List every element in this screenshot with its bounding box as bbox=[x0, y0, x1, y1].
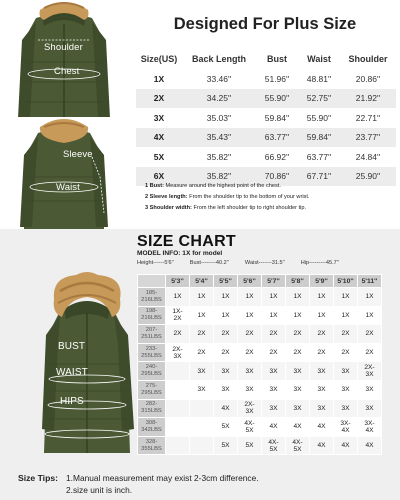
spec-row bbox=[136, 128, 396, 148]
measurement-notes bbox=[145, 181, 397, 214]
grid-empty-cell bbox=[190, 436, 214, 455]
grid-size-cell: 5X bbox=[214, 436, 238, 455]
spec-value-cell: 23.77'' bbox=[340, 128, 396, 148]
grid-row bbox=[138, 399, 382, 418]
grid-size-cell: 3X bbox=[358, 380, 382, 399]
grid-size-cell: 1X bbox=[214, 306, 238, 325]
grid-empty-cell bbox=[190, 399, 214, 418]
grid-size-cell: 1X bbox=[262, 288, 286, 307]
grid-row bbox=[138, 343, 382, 362]
size-tips-label: Size Tips: bbox=[18, 473, 58, 483]
grid-size-cell: 1X bbox=[286, 288, 310, 307]
grid-size-cell: 2X bbox=[334, 343, 358, 362]
grid-size-cell: 4X bbox=[262, 418, 286, 437]
grid-size-cell: 3X- 4X bbox=[334, 418, 358, 437]
grid-size-cell: 1X bbox=[238, 288, 262, 307]
grid-size-cell: 2X bbox=[286, 343, 310, 362]
grid-weight-header: 233- 255LBS bbox=[138, 343, 166, 362]
note-bust: 1 Bust: Measure around the highest point of the chest. bbox=[145, 183, 281, 189]
spec-value-cell: 70.86'' bbox=[256, 167, 298, 187]
grid-size-cell: 3X bbox=[262, 399, 286, 418]
spec-value-cell: 51.96'' bbox=[264, 73, 290, 84]
grid-size-cell: 5X bbox=[214, 418, 238, 437]
grid-height-header: 5'8'' bbox=[286, 275, 310, 288]
grid-weight-header: 282- 315LBS bbox=[138, 399, 166, 418]
grid-size-cell: 2X bbox=[334, 325, 358, 344]
grid-size-cell: 1X bbox=[190, 306, 214, 325]
grid-weight-header: 328- 355LBS bbox=[138, 436, 166, 455]
grid-size-cell: 3X bbox=[214, 380, 238, 399]
grid-size-cell: 4X bbox=[286, 418, 310, 437]
grid-size-cell: 3X bbox=[310, 362, 334, 381]
grid-size-cell: 3X bbox=[190, 380, 214, 399]
jacket-front-image bbox=[0, 0, 128, 118]
spec-value-cell: 66.92'' bbox=[264, 151, 290, 162]
grid-size-cell: 3X- 4X bbox=[358, 418, 382, 437]
grid-size-cell: 2X bbox=[262, 325, 286, 344]
spec-value-cell: 22.71'' bbox=[355, 112, 381, 123]
jacket-model-image bbox=[36, 269, 138, 454]
spec-value-cell: 25.90'' bbox=[340, 167, 396, 187]
grid-height-header: 5'5'' bbox=[214, 275, 238, 288]
grid-height-header: 5'3'' bbox=[166, 275, 190, 288]
grid-weight-header: 185- 216LBS bbox=[138, 288, 166, 307]
spec-value-cell: 35.82'' bbox=[206, 151, 232, 162]
model-height: Height------5'6'' bbox=[137, 260, 174, 266]
grid-weight-header: 240- 295LBS bbox=[138, 362, 166, 381]
size-chart-panel bbox=[0, 229, 400, 500]
grid-size-cell: 2X- 3X bbox=[238, 399, 262, 418]
spec-value-cell: 59.84'' bbox=[264, 112, 290, 123]
grid-row bbox=[138, 325, 382, 344]
grid-size-cell: 3X bbox=[190, 362, 214, 381]
spec-header-back-length: Back Length bbox=[191, 54, 246, 64]
grid-height-header: 5'7'' bbox=[262, 275, 286, 288]
grid-size-cell: 5X bbox=[238, 436, 262, 455]
grid-size-cell: 4X bbox=[214, 399, 238, 418]
spec-row bbox=[136, 147, 396, 167]
spec-value-cell: 20.86'' bbox=[355, 73, 381, 84]
grid-size-cell: 1X bbox=[358, 306, 382, 325]
spec-value-cell: 52.75'' bbox=[298, 89, 340, 109]
model-waist: Waist-------31.5'' bbox=[244, 260, 285, 266]
spec-size-cell: 2X bbox=[136, 89, 182, 109]
spec-value-cell: 35.82'' bbox=[182, 167, 256, 187]
grid-weight-header: 308- 342LBS bbox=[138, 418, 166, 437]
grid-size-cell: 3X bbox=[310, 399, 334, 418]
size-spec-table bbox=[136, 49, 396, 186]
grid-row bbox=[138, 288, 382, 307]
grid-size-cell: 1X- 2X bbox=[166, 306, 190, 325]
bust-label: BUST bbox=[58, 341, 86, 352]
grid-size-cell: 3X bbox=[310, 380, 334, 399]
size-tip-2: 2.size unit is inch. bbox=[66, 485, 133, 495]
waist-model-label: WAIST bbox=[56, 367, 88, 378]
grid-size-cell: 3X bbox=[238, 380, 262, 399]
grid-size-cell: 2X bbox=[310, 325, 334, 344]
grid-weight-header: 207- 251LBS bbox=[138, 325, 166, 344]
grid-size-cell: 4X- 5X bbox=[286, 436, 310, 455]
grid-size-cell: 1X bbox=[262, 306, 286, 325]
grid-height-header: 5'9'' bbox=[310, 275, 334, 288]
spec-size-cell: 1X bbox=[153, 73, 165, 84]
grid-size-cell: 3X bbox=[334, 399, 358, 418]
grid-size-cell: 2X- 3X bbox=[166, 343, 190, 362]
grid-row bbox=[138, 418, 382, 437]
hips-label: HIPS bbox=[60, 396, 84, 407]
grid-size-cell: 2X bbox=[238, 325, 262, 344]
grid-size-cell: 2X bbox=[358, 343, 382, 362]
grid-size-cell: 2X bbox=[358, 325, 382, 344]
grid-size-cell: 2X bbox=[214, 343, 238, 362]
grid-size-cell: 1X bbox=[334, 306, 358, 325]
spec-value-cell: 63.77'' bbox=[256, 128, 298, 148]
chest-label: Chest bbox=[54, 66, 80, 77]
grid-row bbox=[138, 380, 382, 399]
sleeve-label: Sleeve bbox=[63, 149, 93, 160]
grid-size-cell: 3X bbox=[286, 399, 310, 418]
grid-size-cell: 4X- 5X bbox=[238, 418, 262, 437]
grid-size-cell: 1X bbox=[334, 288, 358, 307]
spec-value-cell: 55.90'' bbox=[306, 112, 332, 123]
grid-size-cell: 3X bbox=[334, 362, 358, 381]
spec-header-bust: Bust bbox=[267, 54, 287, 64]
shoulder-label: Shoulder bbox=[44, 42, 83, 53]
note-shoulder: 3 Shoulder width: From the left shoulder tip to right shoulder tip. bbox=[145, 205, 307, 211]
jacket-back-image bbox=[0, 117, 128, 232]
grid-empty-cell bbox=[166, 418, 190, 437]
grid-height-header: 5'4'' bbox=[190, 275, 214, 288]
grid-size-cell: 4X- 5X bbox=[262, 436, 286, 455]
spec-row bbox=[136, 89, 396, 109]
grid-size-cell: 3X bbox=[334, 380, 358, 399]
grid-row bbox=[138, 436, 382, 455]
grid-height-header-row bbox=[138, 275, 382, 288]
grid-size-cell: 2X- 3X bbox=[358, 362, 382, 381]
plus-size-title: Designed For Plus Size bbox=[173, 15, 357, 33]
grid-size-cell: 1X bbox=[310, 288, 334, 307]
grid-size-cell: 4X bbox=[334, 436, 358, 455]
model-hip: Hip---------45.7'' bbox=[300, 260, 339, 266]
grid-size-cell: 2X bbox=[214, 325, 238, 344]
grid-size-cell: 3X bbox=[286, 362, 310, 381]
grid-size-cell: 2X bbox=[238, 343, 262, 362]
spec-value-cell: 21.92'' bbox=[340, 89, 396, 109]
size-tip-1: 1.Manual measurement may exist 2-3cm difference. bbox=[66, 473, 259, 483]
model-stats bbox=[137, 260, 397, 266]
grid-size-cell: 1X bbox=[214, 288, 238, 307]
height-weight-size-grid bbox=[137, 274, 382, 455]
grid-size-cell: 1X bbox=[310, 306, 334, 325]
spec-value-cell: 24.84'' bbox=[355, 151, 381, 162]
model-info: MODEL INFO: 1X for model bbox=[137, 250, 223, 257]
grid-size-cell: 1X bbox=[286, 306, 310, 325]
grid-size-cell: 4X bbox=[358, 436, 382, 455]
waist-label: Waist bbox=[56, 182, 80, 193]
grid-size-cell: 3X bbox=[262, 362, 286, 381]
grid-corner-cell bbox=[138, 275, 166, 288]
grid-row bbox=[138, 306, 382, 325]
spec-size-cell: 5X bbox=[153, 151, 165, 162]
grid-size-cell: 4X bbox=[310, 436, 334, 455]
grid-empty-cell bbox=[166, 362, 190, 381]
grid-size-cell: 3X bbox=[238, 362, 262, 381]
grid-height-header: 5'10'' bbox=[334, 275, 358, 288]
note-sleeve: 2 Sleeve length: From the shoulder tip to the bottom of your wrist. bbox=[145, 194, 310, 200]
spec-value-cell: 55.90'' bbox=[256, 89, 298, 109]
grid-size-cell: 3X bbox=[214, 362, 238, 381]
grid-size-cell: 1X bbox=[238, 306, 262, 325]
grid-size-cell: 2X bbox=[190, 343, 214, 362]
grid-size-cell: 2X bbox=[310, 343, 334, 362]
grid-size-cell: 2X bbox=[166, 325, 190, 344]
spec-value-cell: 35.03'' bbox=[206, 112, 232, 123]
grid-weight-header: 275- 295LBS bbox=[138, 380, 166, 399]
grid-size-cell: 3X bbox=[286, 380, 310, 399]
grid-empty-cell bbox=[190, 418, 214, 437]
spec-value-cell: 33.46'' bbox=[206, 73, 232, 84]
grid-row bbox=[138, 362, 382, 381]
grid-size-cell: 3X bbox=[358, 399, 382, 418]
spec-row bbox=[136, 69, 396, 89]
spec-value-cell: 63.77'' bbox=[306, 151, 332, 162]
size-chart-title: SIZE CHART bbox=[137, 233, 236, 250]
spec-size-cell: 4X bbox=[136, 128, 182, 148]
spec-value-cell: 35.43'' bbox=[182, 128, 256, 148]
grid-size-cell: 1X bbox=[190, 288, 214, 307]
grid-size-cell: 3X bbox=[262, 380, 286, 399]
grid-empty-cell bbox=[166, 436, 190, 455]
spec-header-shoulder: Shoulder bbox=[348, 54, 388, 64]
grid-weight-header: 198- 216LBS bbox=[138, 306, 166, 325]
grid-empty-cell bbox=[166, 380, 190, 399]
grid-height-header: 5'6'' bbox=[238, 275, 262, 288]
spec-header-waist: Waist bbox=[307, 54, 331, 64]
spec-value-cell: 67.71'' bbox=[298, 167, 340, 187]
grid-size-cell: 4X bbox=[310, 418, 334, 437]
grid-size-cell: 2X bbox=[286, 325, 310, 344]
plus-size-panel bbox=[0, 0, 400, 230]
model-bust: Bust--------40.2'' bbox=[189, 260, 229, 266]
grid-size-cell: 1X bbox=[358, 288, 382, 307]
spec-value-cell: 34.25'' bbox=[182, 89, 256, 109]
spec-row bbox=[136, 108, 396, 128]
spec-value-cell: 59.84'' bbox=[298, 128, 340, 148]
grid-size-cell: 1X bbox=[166, 288, 190, 307]
spec-header-row bbox=[136, 49, 396, 69]
spec-size-cell: 6X bbox=[136, 167, 182, 187]
spec-size-cell: 3X bbox=[153, 112, 165, 123]
grid-size-cell: 2X bbox=[262, 343, 286, 362]
grid-empty-cell bbox=[166, 399, 190, 418]
grid-height-header: 5'11'' bbox=[358, 275, 382, 288]
spec-value-cell: 48.81'' bbox=[306, 73, 332, 84]
grid-size-cell: 2X bbox=[190, 325, 214, 344]
spec-header-size: Size(US) bbox=[140, 54, 178, 64]
